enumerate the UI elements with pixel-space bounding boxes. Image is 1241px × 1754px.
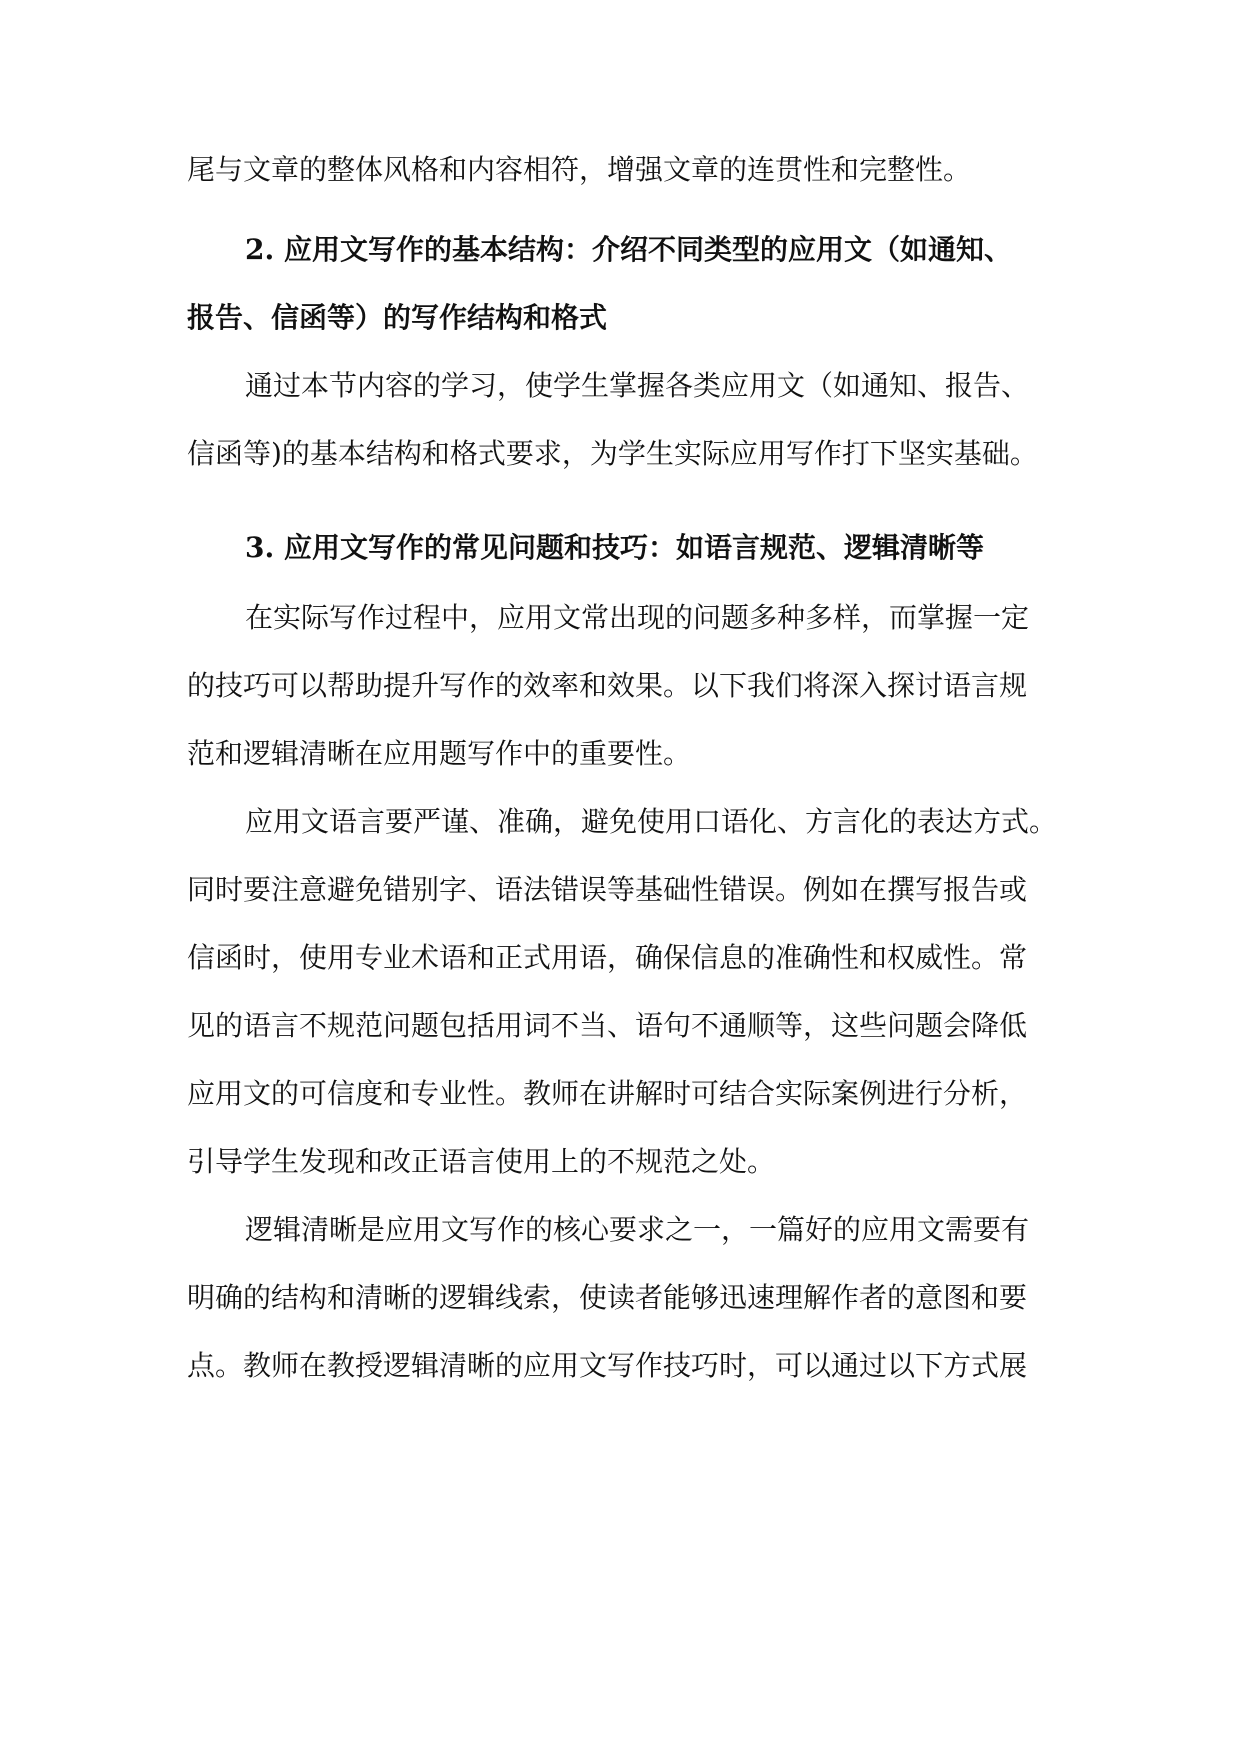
paragraph-line: 见的语言不规范问题包括用词不当、语句不通顺等，这些问题会降低 [187, 1009, 1028, 1042]
paragraph-line: 应用文语言要严谨、准确，避免使用口语化、方言化的表达方式。 [245, 805, 1058, 838]
paragraph-line: 在实际写作过程中，应用文常出现的问题多种多样，而掌握一定 [245, 601, 1030, 634]
section-heading-2-cont: 报告、信函等）的写作结构和格式 [187, 301, 608, 334]
paragraph-line: 明确的结构和清晰的逻辑线索，使读者能够迅速理解作者的意图和要 [187, 1281, 1028, 1314]
paragraph-line: 范和逻辑清晰在应用题写作中的重要性。 [187, 737, 692, 770]
paragraph-line: 引导学生发现和改正语言使用上的不规范之处。 [187, 1145, 776, 1178]
paragraph-line: 通过本节内容的学习，使学生掌握各类应用文（如通知、报告、 [245, 369, 1030, 402]
paragraph-line: 点。教师在教授逻辑清晰的应用文写作技巧时，可以通过以下方式展 [187, 1349, 1028, 1382]
paragraph-line: 同时要注意避免错别字、语法错误等基础性错误。例如在撰写报告或 [187, 873, 1028, 906]
paragraph-line: 的技巧可以帮助提升写作的效率和效果。以下我们将深入探讨语言规 [187, 669, 1028, 702]
paragraph-line: 尾与文章的整体风格和内容相符，增强文章的连贯性和完整性。 [187, 153, 972, 186]
paragraph-line: 信函等)的基本结构和格式要求，为学生实际应用写作打下坚实基础。 [187, 437, 1038, 470]
paragraph-line: 信函时，使用专业术语和正式用语，确保信息的准确性和权威性。常 [187, 941, 1028, 974]
paragraph-line: 应用文的可信度和专业性。教师在讲解时可结合实际案例进行分析， [187, 1077, 1028, 1110]
paragraph-line: 逻辑清晰是应用文写作的核心要求之一，一篇好的应用文需要有 [245, 1213, 1030, 1246]
section-heading-3: 3. 应用文写作的常见问题和技巧：如语言规范、逻辑清晰等 [245, 531, 984, 564]
section-heading-2: 2. 应用文写作的基本结构：介绍不同类型的应用文（如通知、 [245, 233, 1012, 266]
